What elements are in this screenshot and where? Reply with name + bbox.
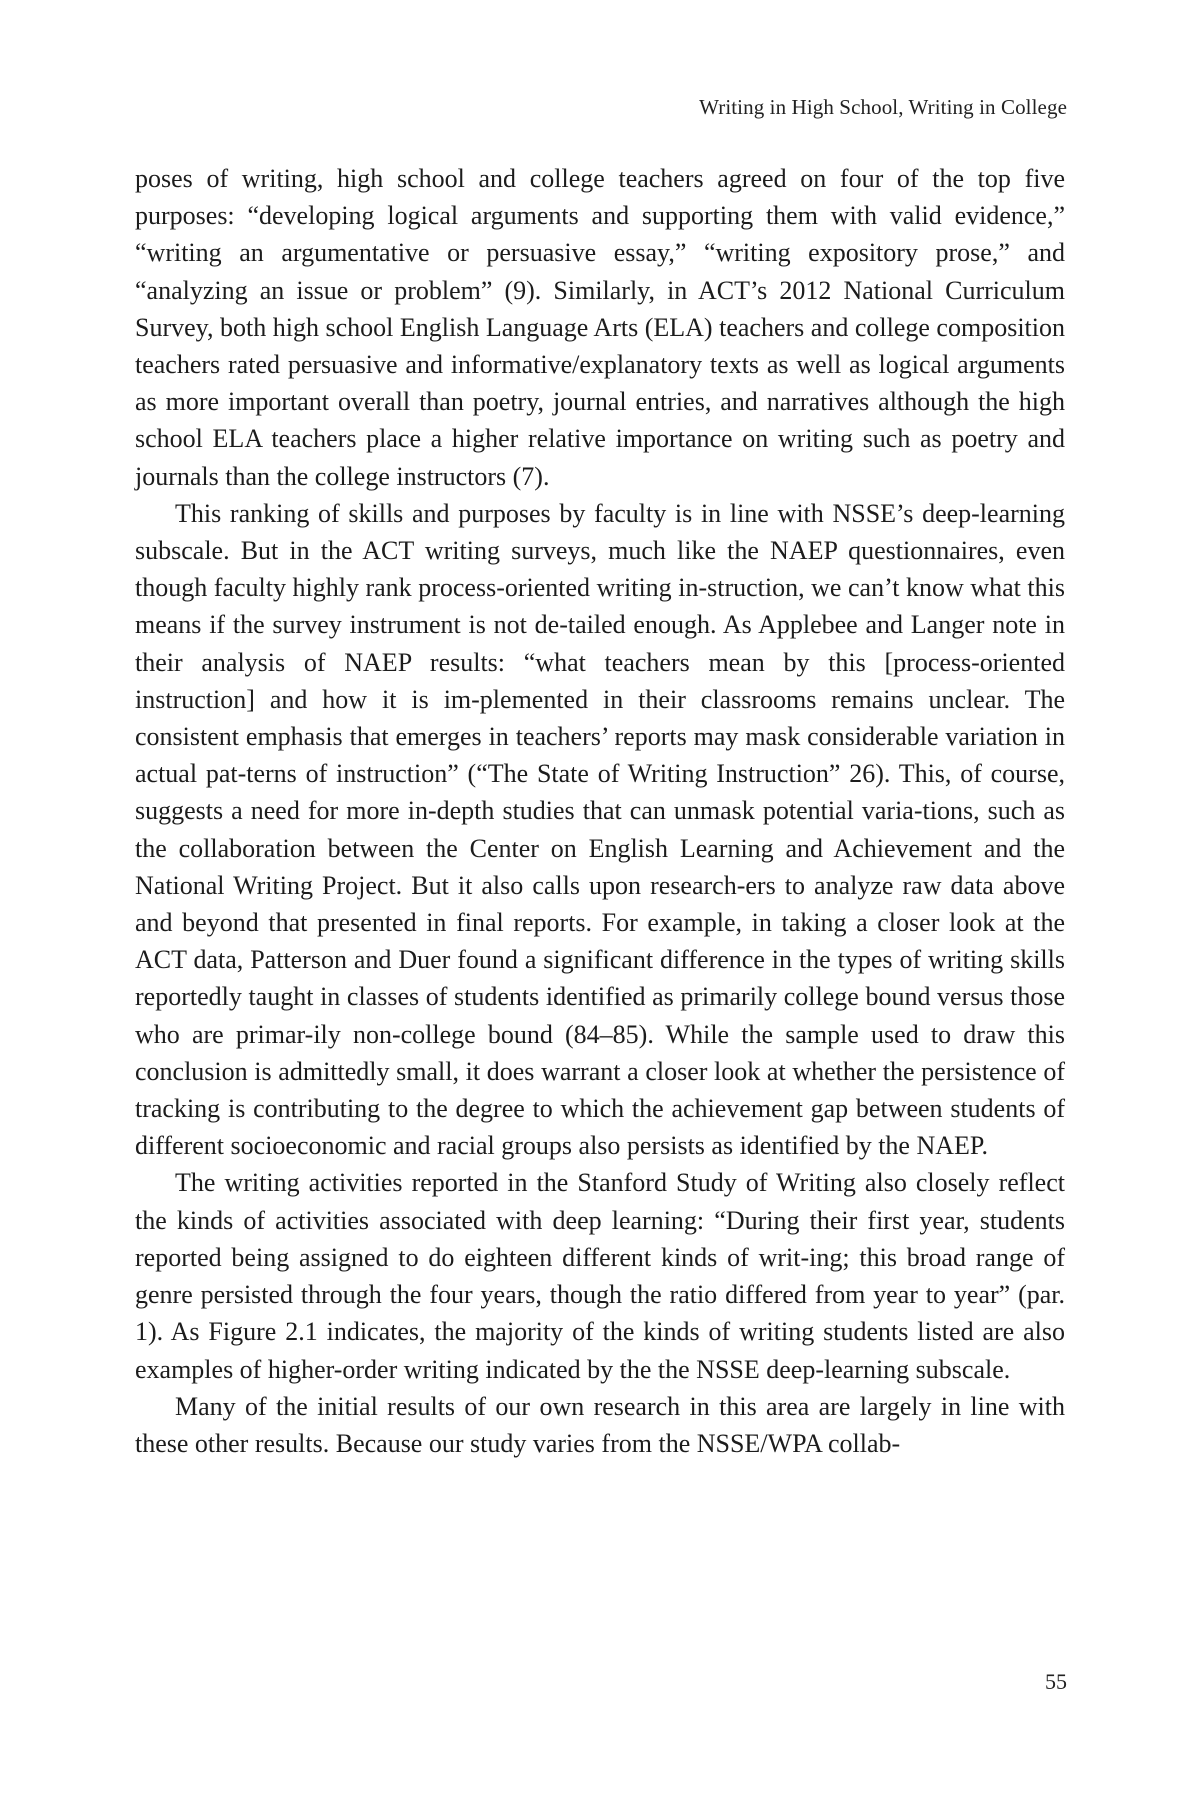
paragraph: poses of writing, high school and college teachers agreed on four of the top five purposes: “developing logical arguments and supporting them with valid evidence,” “writing an argumentative or persuasive essay,” “writing expository prose,” and “analyzing an issue or problem” (9). Similarly, in ACT’s 2012 National Curriculum Survey, both high school English Language Arts (ELA) teachers and college composition teachers rated persuasive and informative/explanatory texts as well as logical arguments as more important overall than poetry, journal entries, and narratives although the high school ELA teachers place a higher relative importance on writing such as poetry and journals than the college instructors (7). bbox=[135, 164, 1065, 491]
paragraph: The writing activities reported in the Stanford Study of Writing also closely reflect the kinds of activities associated with deep learning: “During their first year, students reported being assigned to do eighteen different kinds of writ-ing; this broad range of genre persisted through the four years, though the ratio differed from year to year” (par. 1). As Figure 2.1 indicates, the majority of the kinds of writing students listed are also examples of higher-order writing indicated by the the NSSE deep-learning subscale. bbox=[135, 1168, 1065, 1384]
page-number: 55 bbox=[1045, 1669, 1067, 1694]
running-head: Writing in High School, Writing in College bbox=[699, 95, 1067, 119]
paragraph: Many of the initial results of our own research in this area are largely in line with these other results. Because our study varies from the NSSE/WPA collab- bbox=[135, 1391, 1065, 1458]
paragraph: This ranking of skills and purposes by faculty is in line with NSSE’s deep-learning subscale. But in the ACT writing surveys, much like the NAEP questionnaires, even though faculty highly rank process-oriented writing in-struction, we can’t know what this means if the survey instrument is not de-tailed enough. As Applebee and Langer note in their analysis of NAEP results: “what teachers mean by this [process-oriented instruction] and how it is im-plemented in their classrooms remains unclear. The consistent emphasis that emerges in teachers’ reports may mask considerable variation in actual pat-terns of instruction” (“The State of Writing Instruction” 26). This, of course, suggests a need for more in-depth studies that can unmask potential varia-tions, such as the collaboration between the Center on English Learning and Achievement and the National Writing Project. But it also calls upon research-ers to analyze raw data above and beyond that presented in final reports. For example, in taking a closer look at the ACT data, Patterson and Duer found a significant difference in the types of writing skills reportedly taught in classes of students identified as primarily college bound versus those who are primar-ily non-college bound (84–85). While the sample used to draw this conclusion is admittedly small, it does warrant a closer look at whether the persistence of tracking is contributing to the degree to which the achievement gap between students of different socioeconomic and racial groups also persists as identified by the NAEP. bbox=[135, 498, 1065, 1161]
body-text bbox=[135, 160, 1065, 1462]
